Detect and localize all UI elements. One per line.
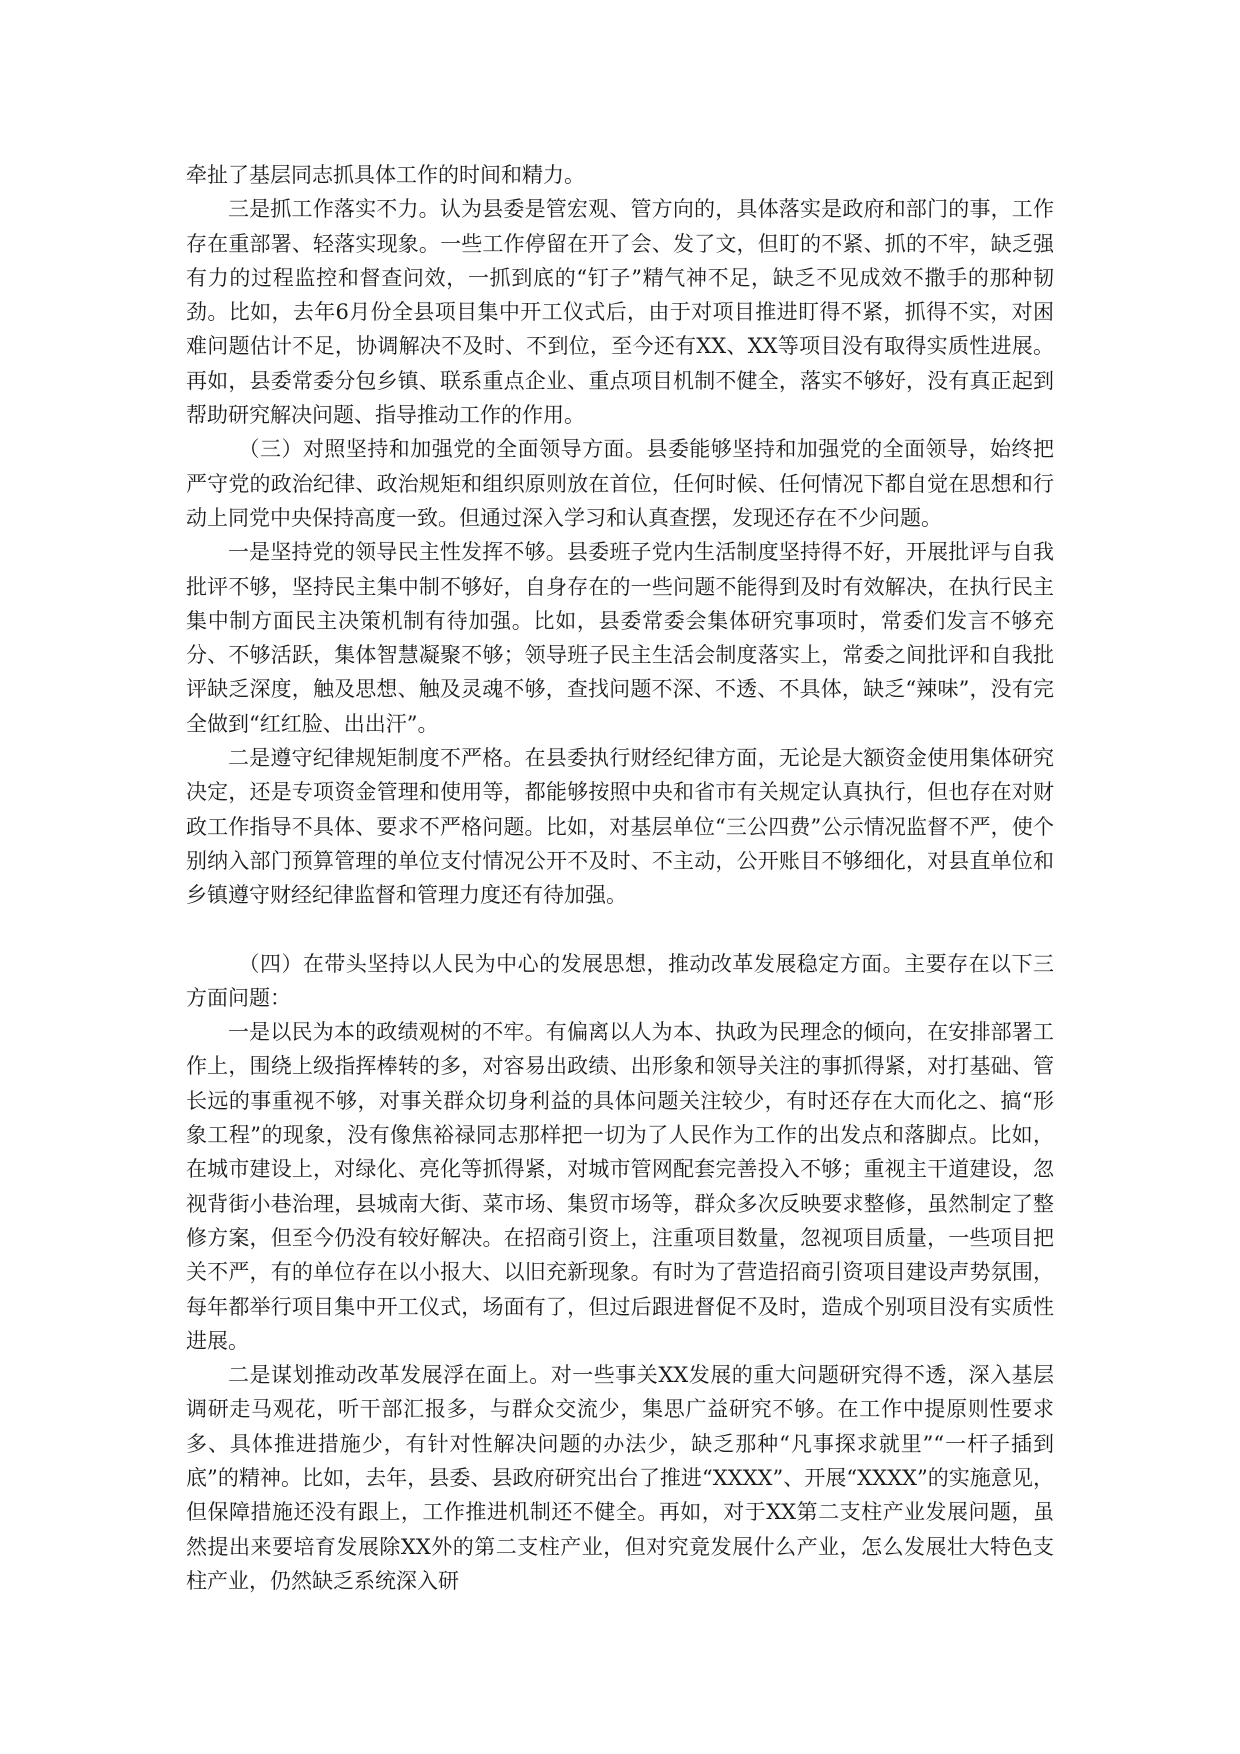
paragraph-democratic-centralism: 一是坚持党的领导民主性发挥不够。县委班子党内生活制度坚持得不好，开展批评与自我批评不够，坚持民主集中制不够好，自身存在的一些问题不能得到及时有效解决，在执行民主集中制方面民主决策机制有待加强。比如，县委常委会集体研究事项时，常委们发言不够充分、不够活跃，集体智慧凝聚不够；领导班子民主生活会制度落实上，常委之间批评和自我批评缺乏深度，触及思想、触及灵魂不够，查找问题不深、不透、不具体，缺乏“辣味”，没有完全做到“红红脸、出出汗”。 — [186, 540, 1054, 736]
paragraph-discipline-rules: 二是遵守纪律规矩制度不严格。在县委执行财经纪律方面，无论是大额资金使用集体研究决定，还是专项资金管理和使用等，都能够按照中央和省市有关规定认真执行，但也存在对财政工作指导不具体、要求不严格问题。比如，对基层单位“三公四费”公示情况监督不严，使个别纳入部门预算管理的单位支付情况公开不及时、不主动，公开账目不够细化，对县直单位和乡镇遵守财经纪律监督和管理力度还有待加强。 — [186, 746, 1054, 908]
paragraph-work-implementation: 三是抓工作落实不力。认为县委是管宏观、管方向的，具体落实是政府和部门的事，工作存在重部署、轻落实现象。一些工作停留在开了会、发了文，但盯的不紧、抓的不牢，缺乏强有力的过程监控和督查问效，一抓到底的“钉子”精气神不足，缺乏不见成效不撒手的那种韧劲。比如，去年6月份全县项目集中开工仪式后，由于对项目推进盯得不紧，抓得不实，对困难问题估计不足，协调解决不及时、不到位，至今还有XX、XX等项目没有取得实质性进展。再如，县委常委分包乡镇、联系重点企业、重点项目机制不健全，落实不够好，没有真正起到帮助研究解决问题、指导推动工作的作用。 — [186, 197, 1054, 428]
paragraph-continuation: 牵扯了基层同志抓具体工作的时间和精力。 — [186, 163, 585, 187]
paragraph-reform-planning: 二是谋划推动改革发展浮在面上。对一些事关XX发展的重大问题研究得不透，深入基层调研走马观花，听干部汇报多，与群众交流少，集思广益研究不够。在工作中提原则性要求多、具体推进措施少，有针对性解决问题的办法少，缺乏那种“凡事探求就里”“一杆子插到底”的精神。比如，去年，县委、县政府研究出台了推进“XXXX”、开展“XXXX”的实施意见，但保障措施还没有跟上，工作推进机制还不健全。再如，对于XX第二支柱产业发展问题，虽然提出来要培育发展除XX外的第二支柱产业，但对究竟发展什么产业，怎么发展壮大特色支柱产业，仍然缺乏系统深入研 — [186, 1363, 1054, 1593]
document-page — [186, 158, 1054, 1598]
section-heading-party-leadership: （三）对照坚持和加强党的全面领导方面。县委能够坚持和加强党的全面领导，始终把严守党的政治纪律、政治规矩和组织原则放在首位，任何时候、任何情况下都自觉在思想和行动上同党中央保持高度一致。但通过深入学习和认真查摆，发现还存在不少问题。 — [186, 437, 1054, 530]
paragraph-gap — [186, 913, 1054, 947]
section-heading-people-centered: （四）在带头坚持以人民为中心的发展思想，推动改革发展稳定方面。主要存在以下三方面问题： — [186, 951, 1054, 1010]
paragraph-performance-view: 一是以民为本的政绩观树的不牢。有偏离以人为本、执政为民理念的倾向，在安排部署工作上，围绕上级指挥棒转的多，对容易出政绩、出形象和领导关注的事抓得紧，对打基础、管长远的事重视不够，对事关群众切身利益的具体问题关注较少，有时还存在大而化之、搞“形象工程”的现象，没有像焦裕禄同志那样把一切为了人民作为工作的出发点和落脚点。比如，在城市建设上，对绿化、亮化等抓得紧，对城市管网配套完善投入不够；重视主干道建设，忽视背街小巷治理，县城南大街、菜市场、集贸市场等，群众多次反映要求整修，虽然制定了整修方案，但至今仍没有较好解决。在招商引资上，注重项目数量，忽视项目质量，一些项目把关不严，有的单位存在以小报大、以旧充新现象。有时为了营造招商引资项目建设声势氛围，每年都举行项目集中开工仪式，场面有了，但过后跟进督促不及时，造成个别项目没有实质性进展。 — [186, 1020, 1054, 1353]
